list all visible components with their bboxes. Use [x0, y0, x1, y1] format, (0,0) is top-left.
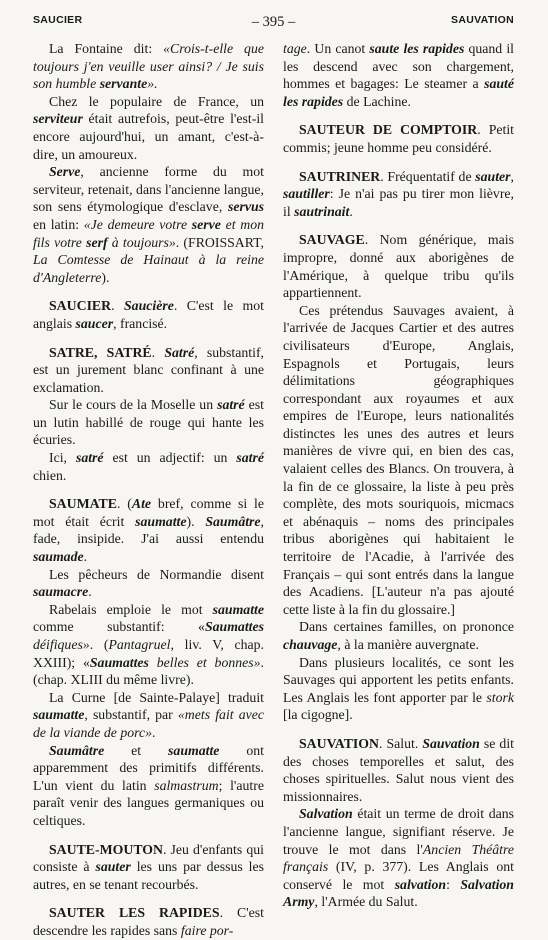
paragraph-serviteur: Chez le populaire de France, un serviteur était autrefois, peut-être l'est-il encore aujourd'hui, un amant, c'est-à-dire, un amoureux.	[33, 93, 264, 162]
entry-sauteur-de-comptoir: SAUTEUR DE COMPTOIR. Petit commis; jeune homme peu considéré.	[283, 122, 514, 155]
paragraph-sauvages-pretendus: Ces prétendus Sauvages avaient, à l'arrivée de Jacques Cartier et des autres civilisateurs d'Europe, Anglais, Espagnols et Portugais, leurs délimitations géographiques correspondant aux royaumes et aux empires de l'Europe, leurs nationalités distinctes les unes des autres et leurs manières de vivre qui, en bien des cas, valaient celles des Blancs. On trouvera, à la fin de ce glossaire, la liste à peu près complète, des mots souriquois, micmacs et abénaquis – noms des principales tribus aborigènes qui habitaient le territoire de l'Acadie, à l'arrivée des Français – qui sont entrés dans la langue des Acadiens. [L'auteur n'a pas ajouté cette liste à la fin du glossaire.]	[283, 302, 514, 617]
entry-satre: SATRE, SATRÉ. Satré, substantif, est un jurement blanc confinant à une exclamation.	[33, 344, 264, 395]
paragraph-saumacre: Les pêcheurs de Normandie disent saumacre.	[33, 566, 264, 600]
entry-sauvage: SAUVAGE. Nom générique, mais impropre, donné aux aborigènes de l'Amérique, à quelque tribu qu'ils appartiennent.	[283, 232, 514, 301]
paragraph-salvation: Salvation était un terme de droit dans l'ancienne langue, signifiant réserve. Je trouve le mot dans l'Ancien Théâtre français (IV, p. 377). Les Anglais ont conservé le mot salvation: Salvation Army, l'Armée du Salut.	[283, 806, 514, 910]
paragraph-rabelais: Rabelais emploie le mot saumatte comme substantif: «Saumattes déifiques». (Pantagruel, liv. V, chap. XXIII); «Saumattes belles et bonnes». (chap. XLIII du même livre).	[33, 601, 264, 688]
paragraph-chauvage: Dans certaines familles, on prononce chauvage, à la manière auvergnate.	[283, 619, 514, 652]
entry-sauter-les-rapides: SAUTER LES RAPIDES. C'est descendre les rapides sans faire por-	[33, 905, 264, 938]
entry-sauvation: SAUVATION. Salut. Sauvation se dit des choses temporelles et salut, des choses spirituelles. Salut nous vient des missionnaires.	[283, 735, 514, 804]
header-last-entry: SAUVATION	[451, 14, 514, 26]
header-first-entry: SAUCIER	[33, 14, 83, 26]
entry-saute-mouton: SAUTE-MOUTON. Jeu d'enfants qui consiste à sauter les uns par dessus les autres, en se tenant recourbés.	[33, 841, 264, 892]
paragraph-serve: Serve, ancienne forme du mot serviteur, retenait, dans l'ancienne langue, son sens étymologique d'esclave, servus en latin: «Je demeure votre serve et mon fils votre serf à toujours». (FROISSART, La Comtesse de Hainaut à la reine d'Angleterre).	[33, 164, 264, 285]
paragraph-stork: Dans plusieurs localités, ce sont les Sauvages qui apportent les petits enfants. Les Anglais les font apporter par le stork [la cigogne].	[283, 654, 514, 723]
paragraph-lafontaine: La Fontaine dit: «Crois-t-elle que toujours j'en veuille user ainsi? / Je suis son humble servante».	[33, 41, 264, 92]
paragraph-sauter-continued: tage. Un canot saute les rapides quand il les descend avec son chargement, hommes et bagages: Le steamer a sauté les rapides de Lachine.	[283, 41, 514, 109]
paragraph-lacurne: La Curne [de Sainte-Palaye] traduit saumatte, substantif, par «mets fait avec de la viande de porc».	[33, 689, 264, 740]
entry-saucier: SAUCIER. Saucière. C'est le mot anglais saucer, francisé.	[33, 298, 265, 331]
left-column	[33, 40, 264, 940]
paragraph-satre-moselle: Sur le cours de la Moselle un satré est un lutin habillé de rouge qui hante les écuries.	[33, 397, 264, 448]
paragraph-satre-adjectif: Ici, satré est un adjectif: un satré chien.	[33, 450, 264, 483]
paragraph-saumatre: Saumâtre et saumatte ont apparemment des primitifs différents. L'un vient du latin salmastrum; l'autre paraît venir des langues germaniques ou celtiques.	[33, 742, 264, 828]
entry-sautriner: SAUTRINER. Fréquentatif de sauter, sautiller: Je n'ai pas pu tirer mon lièvre, il sautrinait.	[283, 168, 514, 219]
running-header	[33, 14, 514, 34]
entry-saumate: SAUMATE. (Ate bref, comme si le mot était écrit saumatte). Saumâtre, fade, insipide. J'ai aussi entendu saumade.	[33, 496, 264, 565]
page-number: – 395 –	[251, 14, 296, 30]
right-column	[283, 40, 514, 911]
